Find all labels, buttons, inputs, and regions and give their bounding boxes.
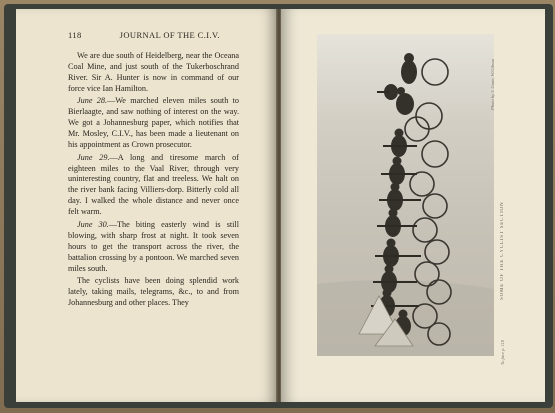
journal-title: JOURNAL OF THE C.I.V. bbox=[119, 30, 220, 40]
cyclists-photo bbox=[317, 34, 494, 356]
paragraph bbox=[68, 96, 239, 151]
paragraph bbox=[68, 153, 239, 219]
paragraph-text: —We marched eleven miles south to Bierlaagte, and saw nothing of interest on the way. We got a Johannesburg paper, which notifies that Mr. Mosley, C.I.V., has been made a lieutenant on his appointment as Crown prosecutor. bbox=[68, 96, 239, 150]
photo-plate bbox=[317, 34, 494, 356]
paragraph-text: —The biting easterly wind is still blowing, with sharp frost at night. It took seven hours to get the transport across the river, the battalion crossing by a pontoon. We marched seven miles south. bbox=[68, 219, 239, 273]
running-head bbox=[68, 30, 238, 40]
plate-caption: SOME OF THE CYCLIST SECTION bbox=[500, 201, 505, 300]
entry-date: June 28. bbox=[77, 96, 108, 106]
paragraph bbox=[68, 51, 239, 95]
paragraph-text: The cyclists have been doing splendid work lately, taking mails, telegrams, &c., to and from Johannesburg and other places. They bbox=[68, 276, 239, 307]
facing-page-note: To face p. 118 bbox=[500, 339, 505, 365]
paragraph-text: We are due south of Heidelberg, near the Oceana Coal Mine, and just south of the Tukerboschrand River. Sir A. Hunter is now in command of our force vice Ian Hamilton. bbox=[68, 51, 239, 93]
entry-date: June 30. bbox=[77, 219, 109, 229]
page-number: 118 bbox=[68, 30, 82, 40]
paragraph bbox=[68, 276, 239, 309]
paragraph bbox=[68, 220, 239, 275]
entry-date: June 29. bbox=[77, 152, 110, 162]
paragraph-text: —A long and tiresome march of eighteen miles to the Vaal River, through very uninteresting country, flat and treeless. We halt on the river bank facing Villiers-dorp. Bitterly cold all day. I walked the whole distance and never once felt warm. bbox=[68, 152, 239, 217]
journal-text bbox=[68, 51, 239, 310]
photo-credit: Photo by J. Gunn, W.Gibson bbox=[490, 58, 495, 110]
